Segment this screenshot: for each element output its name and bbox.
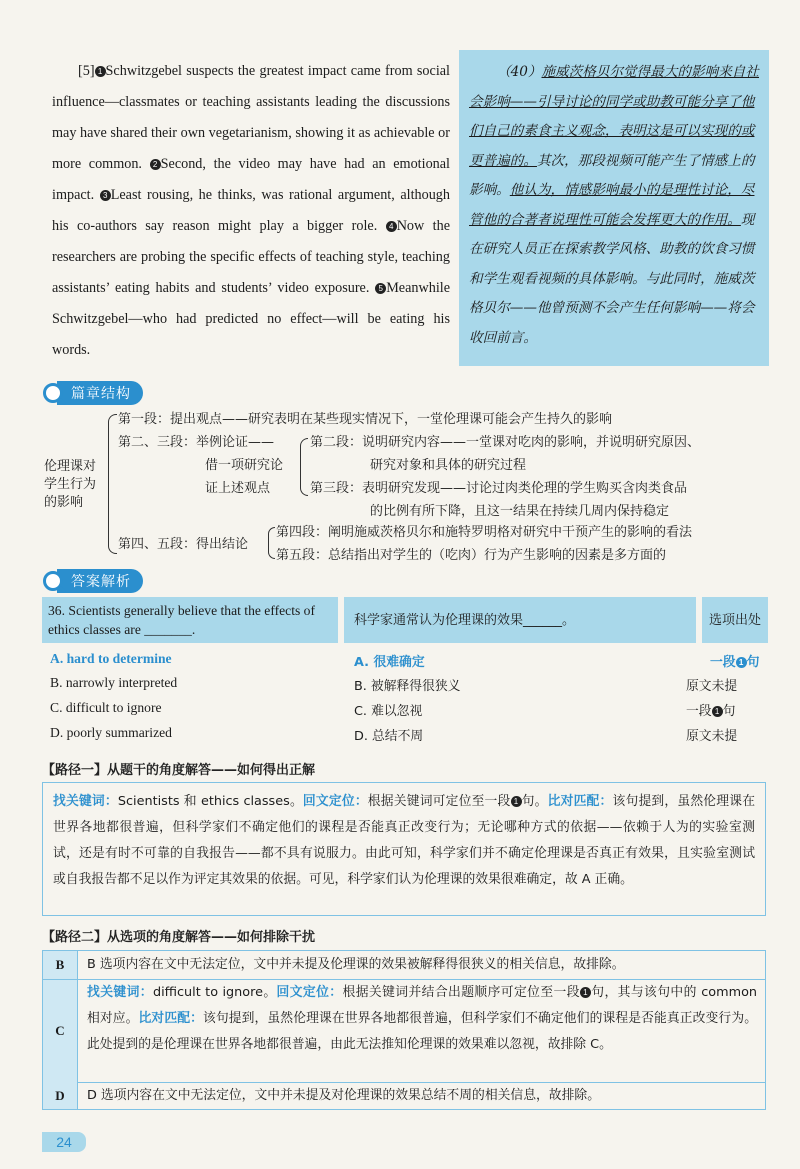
- source-header: 选项出处: [702, 597, 768, 643]
- english-passage: [52, 56, 450, 366]
- answer-heading: [43, 570, 143, 592]
- row-label-d: D: [43, 1082, 78, 1109]
- sentence-marker-3: 3: [100, 190, 111, 201]
- answer-heading-label: 答案解析: [57, 569, 143, 593]
- row-option-c: [43, 980, 765, 1083]
- row-text-b: B 选项内容在文中无法定位，文中并未提及伦理课的效果被解释得很狭义的相关信息，故排除。: [87, 957, 625, 972]
- keyword-label: 找关键词：: [53, 794, 118, 809]
- option-c-cn: C. 难以忽视: [354, 704, 423, 719]
- question-en-header: 36. Scientists generally believe that the effects of ethics classes are _______.: [42, 597, 338, 643]
- translation-sentence-3: 他认为，情感影响最小的是理性讨论，尽管他的合著者说理性可能会发挥更大的作用。: [469, 182, 755, 228]
- magnifier-icon: [43, 571, 63, 591]
- translation-sentence-4: 现在研究人员正在探索教学风格、助教的饮食习惯和学生观看视频的具体影响。: [469, 211, 755, 287]
- para-2-summary: 第二段：说明研究内容——一堂课对吃肉的影响，并说明研究原因、: [310, 435, 701, 450]
- translation-sentence-2: 其次，那段视频可能产生了情感上的影响。: [469, 152, 755, 198]
- para-23-label-3: 证上述观点: [205, 481, 271, 496]
- structure-heading-label: 篇章结构: [57, 381, 143, 405]
- keyword-text: Scientists 和 ethics classes。: [117, 794, 303, 809]
- option-a-en: A. hard to determine: [50, 651, 172, 666]
- locate-text: 根据关键词可定位至一段: [367, 794, 511, 809]
- route-1-heading: 【路径一】从题干的角度解答——如何得出正解: [42, 763, 316, 778]
- para-3-summary-cont: 的比例有所下降，且这一结果在持续几周内保持稳定: [370, 504, 670, 519]
- paragraph-5: [52, 56, 450, 366]
- locate-label: 回文定位：: [302, 794, 368, 809]
- match-label: 比对匹配：: [547, 794, 613, 809]
- root-line-2: 学生行为: [44, 477, 97, 492]
- sentence-4: Now the researchers are probing the specific effects of teaching style, teaching assistants’ eating habits and students’ video exposure.: [52, 218, 451, 296]
- para-45-brace: [268, 527, 275, 559]
- root-line-1: 伦理课对: [44, 459, 97, 474]
- option-c-en: C. difficult to ignore: [50, 700, 162, 715]
- paragraph-number: [5]: [78, 63, 95, 79]
- para-45-label: 第四、五段：得出结论: [118, 537, 249, 552]
- root-line-3: 的影响: [44, 495, 84, 510]
- option-c-source: 一段 1 句: [686, 704, 736, 719]
- row-label-c: C: [43, 980, 78, 1082]
- option-d-en: D. poorly summarized: [50, 725, 172, 740]
- para-23-brace: [300, 438, 308, 496]
- route-1-box: [42, 782, 766, 916]
- sentence-marker: 1: [511, 796, 522, 807]
- question-number: （40）: [497, 64, 542, 80]
- sentence-1: Schwitzgebel suspects the greatest impact came from social influence—classmates or teaching assistants leading the discussions may have shared their own vegetarianism, showing it as achievable or more common.: [52, 63, 450, 172]
- sentence-3: Least rousing, he thinks, was rational argument, although his co-authors say reason might play a bigger role.: [52, 187, 450, 234]
- row-text-c: 找关键词：difficult to ignore。回文定位：根据关键词并结合出题顺序可定位至一段 1 句，其与该句中的 common 相对应。比对匹配：该句提到，虽然伦理课在世界各地都很普遍，但科学家们不确定他们的课程是否能真正改变行为。此处提到的是伦理课在世界各地都很普遍，由此无法推知伦理课的效果难以忽视，故排除 C。: [87, 985, 758, 1052]
- sentence-marker-4: 4: [386, 221, 397, 232]
- para-4-summary: 第四段：阐明施威茨格贝尔和施特罗明格对研究中干预产生的影响的看法: [276, 525, 693, 540]
- row-option-d: [43, 1082, 765, 1109]
- translation-box: [459, 50, 769, 366]
- para-1-summary: 第一段：提出观点——研究表明在某些现实情况下，一堂伦理课可能会产生持久的影响: [118, 412, 613, 427]
- option-a-source: 一段 1 句: [710, 655, 760, 670]
- row-label-b: B: [43, 951, 78, 979]
- option-d-cn: D. 总结不周: [354, 729, 424, 744]
- structure-heading: [43, 382, 143, 404]
- row-option-b: [43, 951, 765, 980]
- route-2-heading: 【路径二】从选项的角度解答——如何排除干扰: [42, 930, 316, 945]
- question-cn-header: 科学家通常认为伦理课的效果______。: [344, 597, 696, 643]
- para-5-summary: 第五段：总结指出对学生的（吃肉）行为产生影响的因素是多方面的: [276, 548, 667, 563]
- translation-sentence-5: 与此同时，施威茨格贝尔——他曾预测不会产生任何影响——将会收回前言。: [469, 270, 755, 346]
- root-brace: [108, 414, 117, 554]
- magnifier-icon: [43, 383, 63, 403]
- option-a-cn: A. 很难确定: [354, 655, 425, 670]
- translation-sentence-1: 施威茨格贝尔觉得最大的影响来自社会影响——引导讨论的同学或助教可能分享了他们自己的素食主义观念，表明这是可以实现的或更普遍的。: [469, 64, 759, 169]
- option-d-source: 原文未提: [686, 729, 738, 744]
- option-b-en: B. narrowly interpreted: [50, 675, 178, 690]
- match-text: 该句提到，虽然伦理课在世界各地都很普遍，但科学家们不确定他们的课程是否能真正改变行为；无论哪种方式的依据——依赖于人为的实验室测试，还是有时不可靠的自我报告——都不具有说服力。由此可知，科学家们并不确定伦理课是否真正有效果，且实验室测试或自我报告都不足以作为评定其效果的依据。可见，科学家们认为伦理课的效果很难确定，故 A 正确。: [53, 794, 756, 887]
- para-3-summary: 第三段：表明研究发现——讨论过肉类伦理的学生购买含肉类食品: [310, 481, 688, 496]
- para-2-summary-cont: 研究对象和具体的研究过程: [370, 458, 527, 473]
- option-b-source: 原文未提: [686, 679, 738, 694]
- para-23-label: 第二、三段：举例论证——: [118, 435, 275, 450]
- option-b-cn: B. 被解释得很狭义: [354, 679, 461, 694]
- sentence-marker-2: 2: [150, 159, 161, 170]
- locate-text-end: 句。: [521, 794, 548, 809]
- sentence-marker-1: 1: [95, 66, 106, 77]
- sentence-5: Meanwhile Schwitzgebel—who had predicted no effect—will be eating his words.: [52, 280, 451, 358]
- para-23-label-2: 借一项研究论: [205, 458, 284, 473]
- route-2-box: [42, 950, 766, 1110]
- sentence-marker-5: 5: [375, 283, 386, 294]
- sentence-2: Second, the video may have had an emotional impact.: [52, 156, 450, 203]
- page-number: 24: [42, 1132, 86, 1152]
- row-text-d: D 选项内容在文中无法定位，文中并未提及对伦理课的效果总结不周的相关信息，故排除。: [87, 1088, 600, 1103]
